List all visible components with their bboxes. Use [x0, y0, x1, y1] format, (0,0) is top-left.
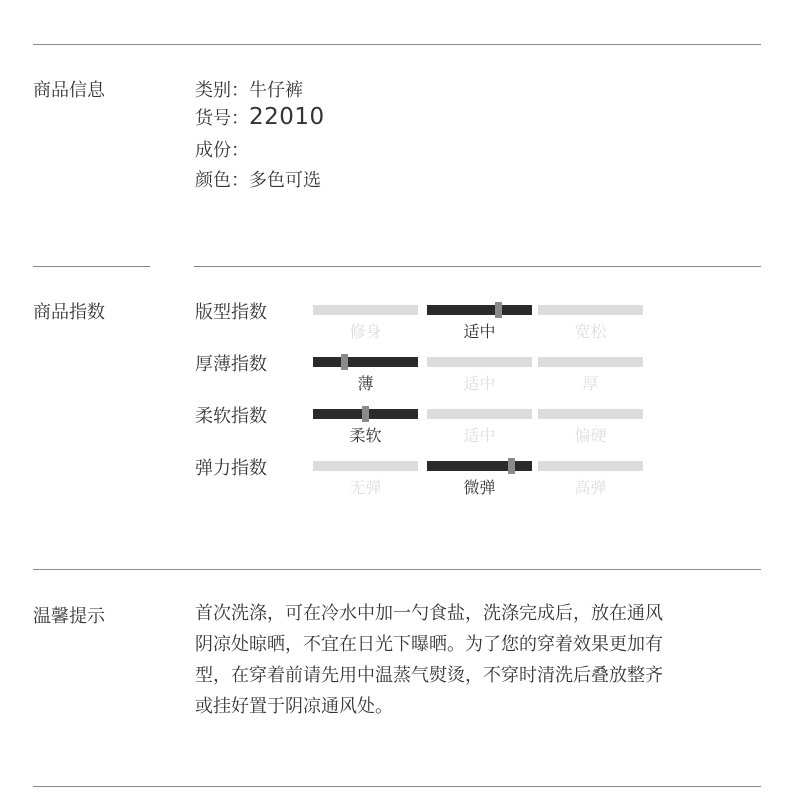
color-line	[195, 166, 321, 192]
tip-line: 首次洗涤，可在冷水中加一勺食盐，洗涤完成后，放在通风	[195, 603, 663, 624]
tip-line: 型，在穿着前请先用中温蒸气熨烫，不穿时清洗后叠放整齐	[195, 665, 663, 686]
category-label: 类别：	[195, 80, 249, 101]
index-segment	[313, 409, 418, 419]
tip-line: 阴凉处晾晒，不宜在日光下曝晒。为了您的穿着效果更加有	[195, 634, 663, 655]
index-option-label: 厚	[582, 374, 599, 393]
index-segment	[538, 305, 643, 315]
index-option-label: 偏硬	[574, 426, 607, 445]
category-value: 牛仔裤	[249, 80, 303, 101]
sku-label: 货号：	[195, 108, 249, 129]
sku-line	[195, 104, 325, 130]
index-option-label: 高弹	[574, 478, 607, 497]
sku-value: 22010	[249, 104, 325, 130]
index-marker	[341, 354, 348, 370]
index-option-label: 微弹	[463, 478, 496, 497]
index-marker	[362, 406, 369, 422]
index-option-label: 薄	[357, 374, 374, 393]
product-info-title: 商品信息	[33, 80, 105, 101]
tips-title: 温馨提示	[33, 606, 105, 627]
indices-title: 商品指数	[33, 302, 105, 323]
indices-divider-right	[194, 266, 761, 267]
index-option-label: 无弹	[349, 478, 382, 497]
index-label: 版型指数	[195, 302, 267, 323]
category-line	[195, 76, 303, 102]
index-segment	[313, 461, 418, 471]
tip-line: 或挂好置于阴凉通风处。	[195, 696, 393, 717]
index-segment	[538, 409, 643, 419]
index-segment	[313, 305, 418, 315]
color-label: 颜色：	[195, 170, 249, 191]
index-label: 厚薄指数	[195, 354, 267, 375]
bottom-divider	[33, 786, 761, 787]
index-option-label: 宽松	[574, 322, 607, 341]
color-value: 多色可选	[249, 170, 321, 191]
tips-text	[195, 598, 755, 722]
tips-divider	[33, 569, 761, 570]
index-segment	[538, 357, 643, 367]
index-segment	[427, 357, 532, 367]
index-option-label: 修身	[349, 322, 382, 341]
index-marker	[508, 458, 515, 474]
index-option-label: 适中	[463, 322, 496, 341]
index-option-label: 柔软	[349, 426, 382, 445]
composition-line	[195, 136, 249, 162]
index-segment	[427, 409, 532, 419]
composition-label: 成份：	[195, 140, 249, 161]
index-segment	[313, 357, 418, 367]
index-label: 柔软指数	[195, 406, 267, 427]
index-segment	[427, 461, 532, 471]
index-marker	[495, 302, 502, 318]
index-option-label: 适中	[463, 374, 496, 393]
index-option-label: 适中	[463, 426, 496, 445]
indices-divider-left	[33, 266, 150, 267]
index-label: 弹力指数	[195, 458, 267, 479]
index-segment	[538, 461, 643, 471]
index-segment	[427, 305, 532, 315]
top-divider	[33, 44, 761, 45]
